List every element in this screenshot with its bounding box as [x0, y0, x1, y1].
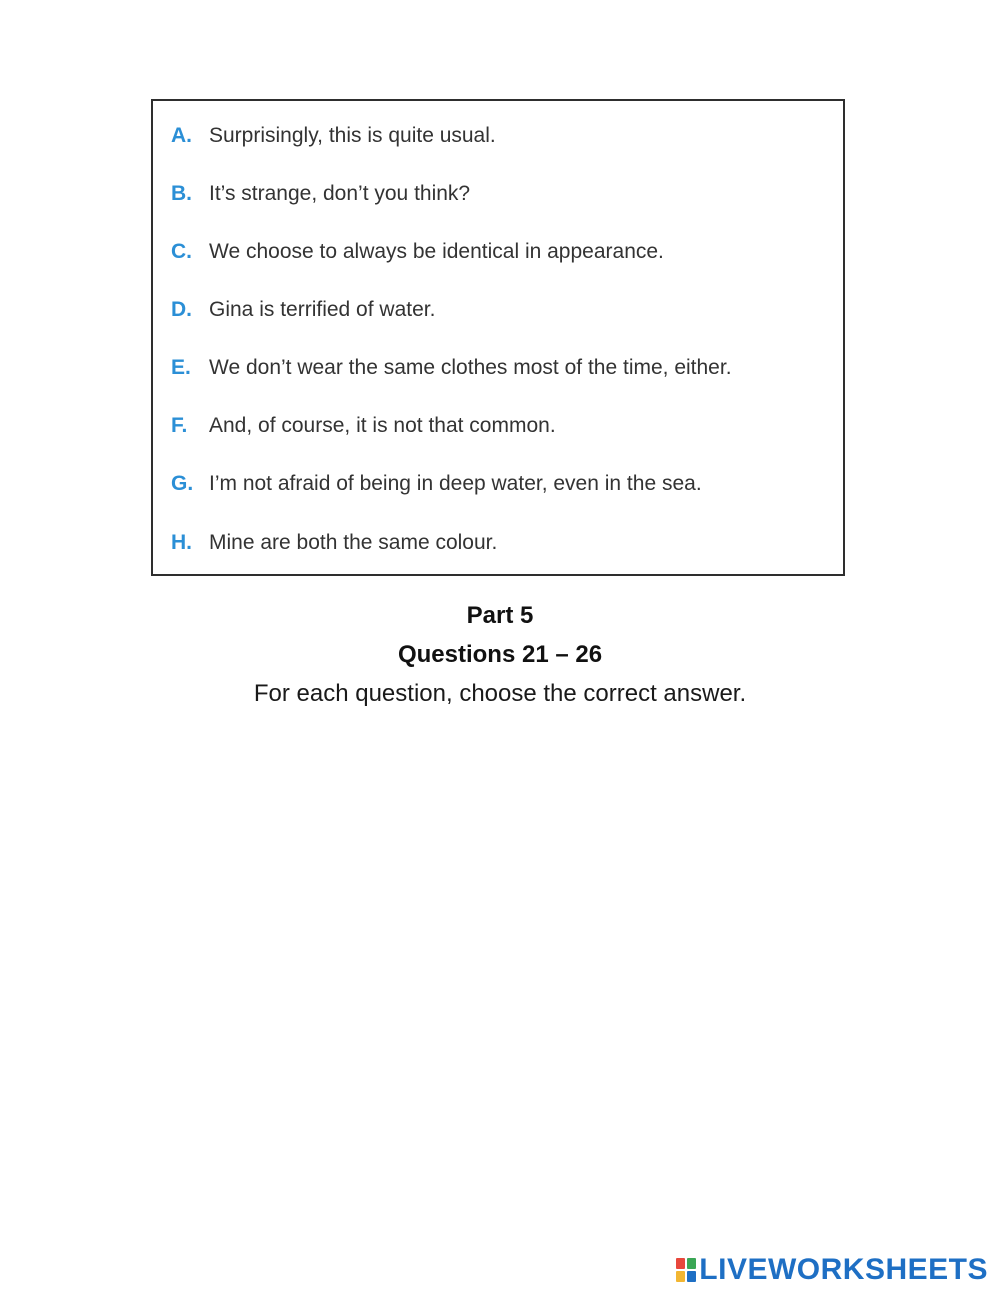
option-h	[171, 528, 497, 558]
option-letter: B.	[171, 182, 192, 205]
option-g	[171, 469, 702, 499]
questions-range-title: Questions 21 – 26	[397, 641, 603, 668]
option-text: Mine are both the same colour.	[209, 531, 498, 554]
option-text: And, of course, it is not that common.	[209, 414, 556, 437]
option-c	[171, 237, 664, 267]
option-b	[171, 179, 470, 209]
brand-name: LIVEWORKSHEETS	[699, 1253, 988, 1286]
option-a	[171, 121, 496, 151]
option-e	[171, 353, 732, 383]
option-text: It’s strange, don’t you think?	[209, 182, 471, 205]
option-letter: E.	[171, 356, 191, 379]
liveworksheets-logo-icon	[676, 1258, 696, 1282]
option-text: We don’t wear the same clothes most of the time, either.	[209, 356, 732, 379]
option-letter: H.	[171, 531, 192, 554]
option-letter: C.	[171, 240, 192, 263]
part-title: Part 5	[466, 602, 534, 629]
option-letter: A.	[171, 124, 192, 147]
option-text: I’m not afraid of being in deep water, even in the sea.	[209, 472, 702, 495]
option-text: Surprisingly, this is quite usual.	[209, 124, 496, 147]
option-letter: G.	[171, 472, 194, 495]
option-letter: D.	[171, 298, 192, 321]
option-text: We choose to always be identical in appearance.	[209, 240, 664, 263]
option-d	[171, 295, 435, 325]
option-text: Gina is terrified of water.	[209, 298, 436, 321]
option-f	[171, 411, 556, 441]
liveworksheets-brand	[676, 1254, 988, 1286]
instruction-text: For each question, choose the correct answer.	[253, 680, 747, 707]
option-letter: F.	[171, 414, 188, 437]
answer-options-box	[151, 99, 845, 576]
